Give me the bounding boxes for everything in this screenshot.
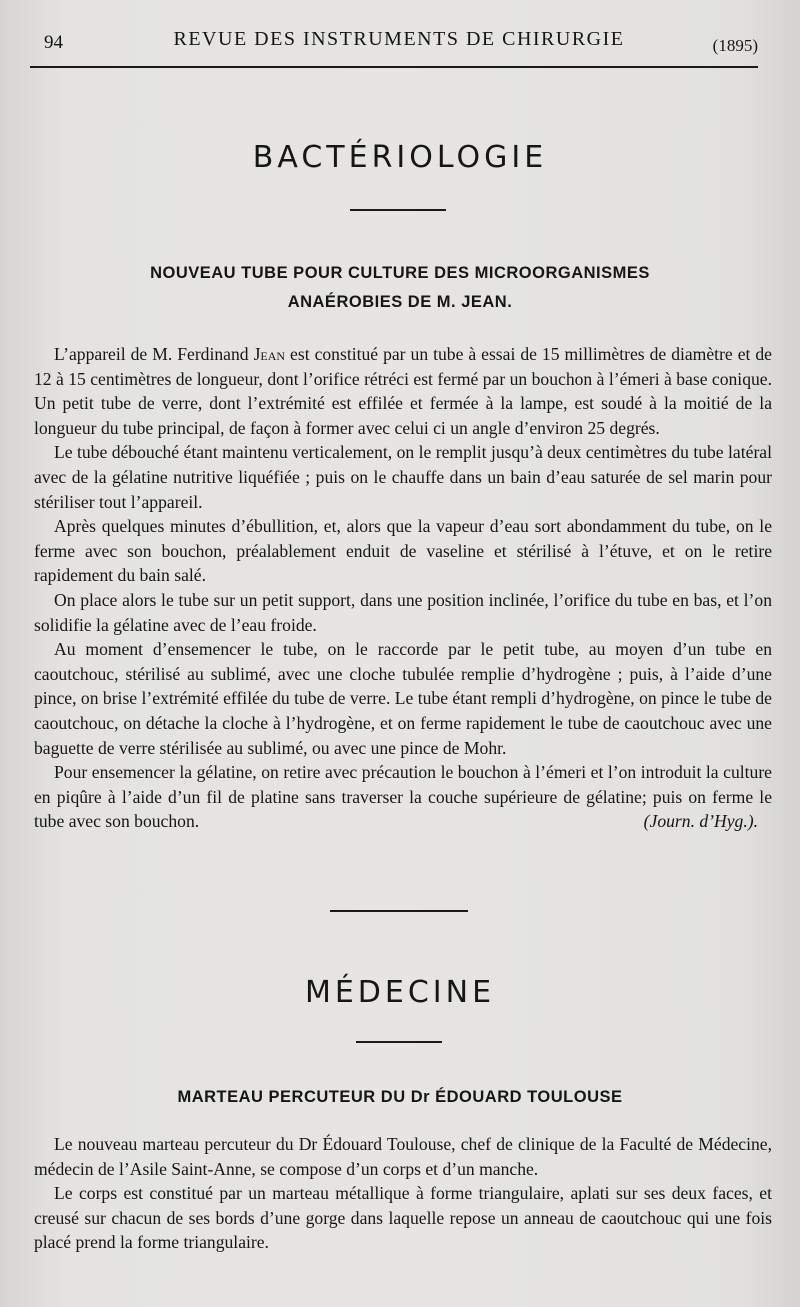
article-title-line: ANAÉROBIES DE M. JEAN.: [287, 293, 513, 311]
paragraph: Le tube débouché étant maintenu verticalement, on le remplit jusqu’à deux centimètres du tube latéral avec de la gélatine nutritive liquéfiée ; puis on le chauffe dans un bain d’eau saturée de sel marin pour stériliser tout l’appareil.: [34, 442, 772, 512]
paragraph: Le nouveau marteau percuteur du Dr Édouard Toulouse, chef de clinique de la Faculté de Médecine, médecin de l’Asile Saint-Anne, se compose d’un corps et d’un manche.: [34, 1134, 772, 1179]
author-name: Jean: [253, 344, 286, 364]
article-body-tube-culture: [34, 342, 772, 834]
text-span: est constitué par un tube à essai de 15 millimètres de diamètre et de 12 à 15 centimètres de longueur, dont l’orifice rétréci est fermé par un bouchon à l’émeri à base conique. Un petit tube de verre, dont l’extrémité est effilée et fermée à la lampe, est soudé à la moitié de la longueur du tube principal, de façon à former avec celui ci un angle d’environ 25 degrés.: [34, 344, 772, 438]
paragraph: Le corps est constitué par un marteau métallique à forme triangulaire, aplati sur ses deux faces, et creusé sur chacun de ses bords d’une gorge dans laquelle repose un anneau de caoutchouc qui une fois placé prend la forme triangulaire.: [34, 1183, 772, 1253]
article-title-marteau: MARTEAU PERCUTEUR DU Dr ÉDOUARD TOULOUSE: [177, 1088, 623, 1106]
text-span: L’appareil de M. Ferdinand: [54, 344, 254, 364]
publication-year: (1895): [712, 36, 758, 55]
page-number: 94: [44, 32, 63, 53]
header-rule: [30, 66, 758, 68]
paragraph: Au moment d’ensemencer le tube, on le raccorde par le petit tube, au moyen d’un tube en caoutchouc, stérilisé au sublimé, avec une cloche tubulée remplie d’hydrogène ; puis, à l’aide d’une pince, on brise l’extrémité effilée du tube de verre. Le tube étant rempli d’hydrogène, on pince le tube de caoutchouc, on détache la cloche à l’hydrogène, et on ferme rapidement le tube de caoutchouc avec une baguette de verre stérilisée au sublimé, ou avec une pince de Mohr.: [34, 639, 772, 758]
article-title-line: NOUVEAU TUBE POUR CULTURE DES MICROORGANISMES: [150, 264, 650, 282]
paragraph: [34, 760, 772, 834]
section-divider: [350, 209, 446, 211]
article-title-tube-culture: [50, 259, 750, 317]
paragraph: [34, 342, 772, 440]
source-citation: (Journ. d’Hyg.).: [643, 811, 758, 832]
section-divider: [330, 910, 468, 912]
section-title-medecine: MÉDECINE: [304, 975, 496, 1010]
article-body-marteau: [34, 1132, 772, 1255]
running-title: REVUE DES INSTRUMENTS DE CHIRURGIE: [173, 28, 625, 50]
text-span: Pour ensemencer la gélatine, on retire avec précaution le bouchon à l’émeri et l’on introduit la culture en piqûre à l’aide d’un fil de platine sans traverser la couche supérieure de gélatine; puis on ferme le tube avec son bouchon.: [34, 762, 772, 832]
page-header: [34, 28, 764, 60]
paragraph: Après quelques minutes d’ébullition, et, alors que la vapeur d’eau sort abondamment du tube, on le ferme avec son bouchon, préalablement enduit de vaseline et stérilisé à l’étuve, et on le retire rapidement du bain salé.: [34, 516, 772, 586]
section-divider: [356, 1041, 442, 1043]
paragraph: On place alors le tube sur un petit support, dans une position inclinée, l’orifice du tube en bas, et l’on solidifie la gélatine avec de l’eau froide.: [34, 589, 772, 635]
section-title-bacteriologie: BACTÉRIOLOGIE: [252, 140, 548, 175]
